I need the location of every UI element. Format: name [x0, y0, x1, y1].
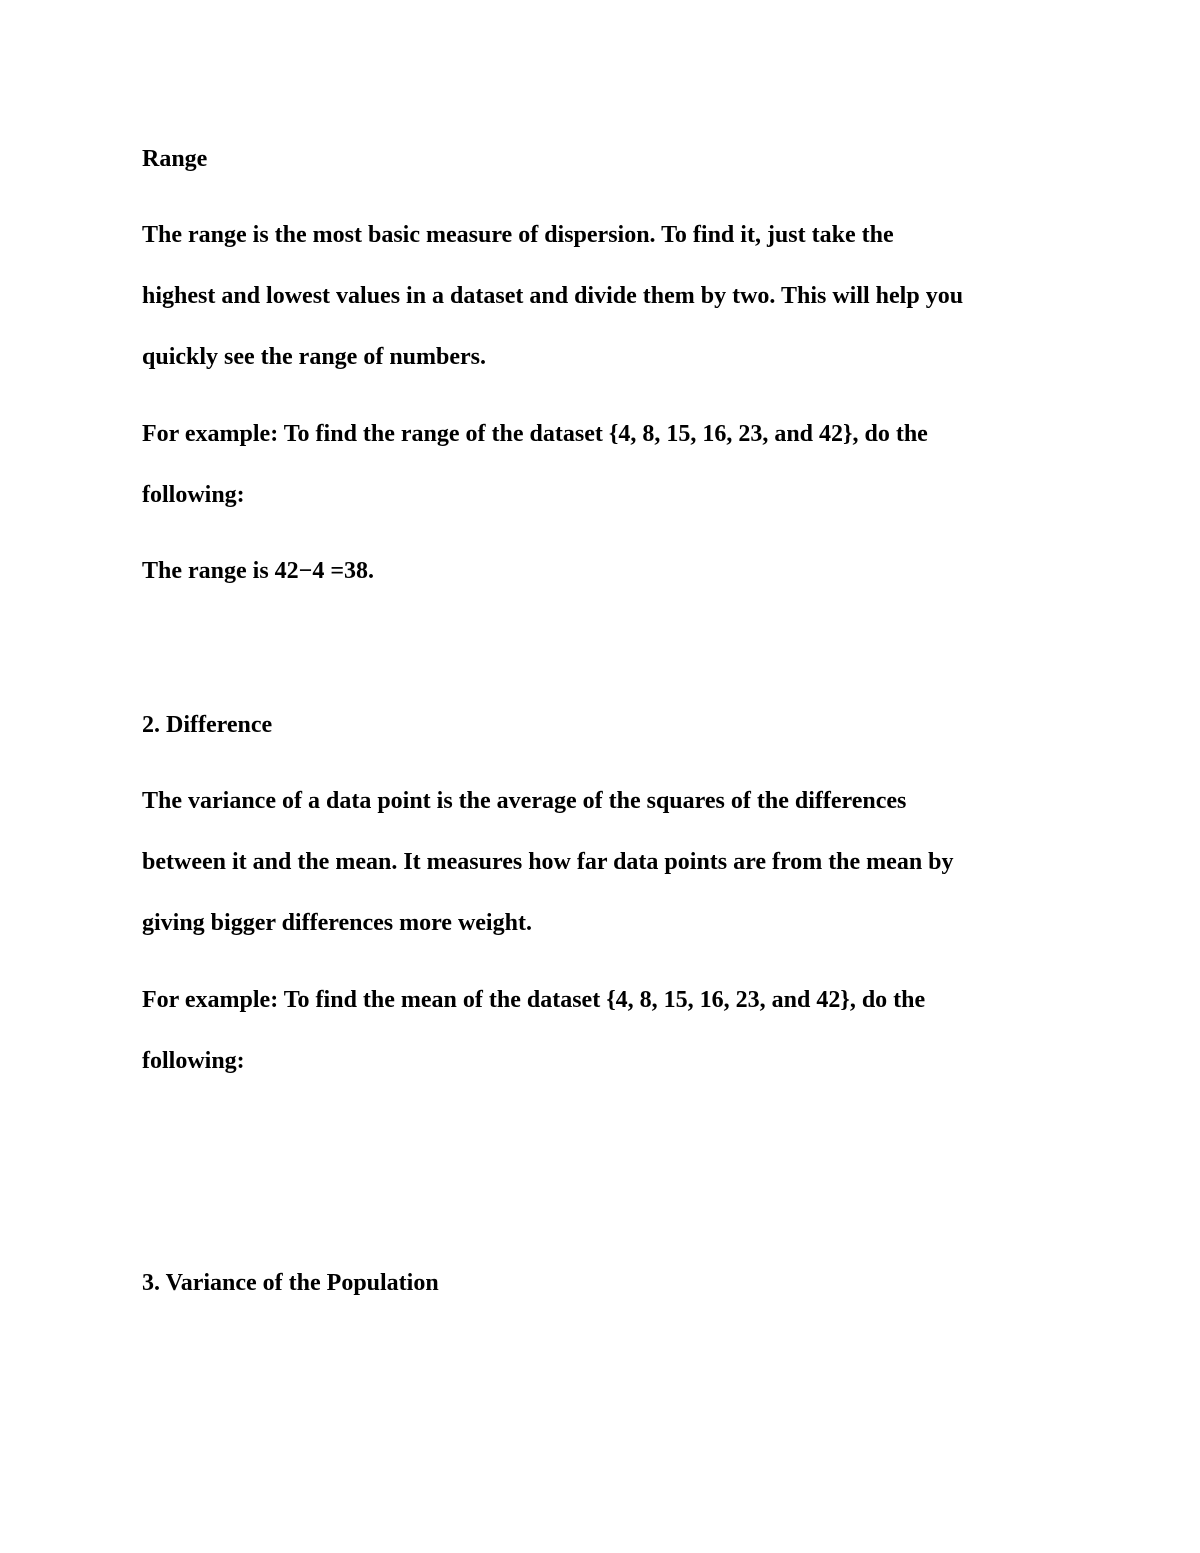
- paragraph-line: giving bigger differences more weight.: [142, 910, 532, 936]
- paragraph-line: between it and the mean. It measures how far data points are from the mean by: [142, 849, 954, 875]
- range-result: The range is 42−4 =38.: [142, 558, 375, 584]
- paragraph-line: quickly see the range of numbers.: [142, 344, 486, 370]
- section-heading-range: Range: [142, 146, 208, 172]
- example-line: following:: [142, 1048, 245, 1074]
- example-line: For example: To find the range of the dataset {4, 8, 15, 16, 23, and 42}, do the: [142, 421, 928, 447]
- paragraph-line: The variance of a data point is the average of the squares of the differences: [142, 788, 907, 814]
- section-heading-variance-population: 3. Variance of the Population: [142, 1270, 439, 1296]
- example-line: following:: [142, 482, 245, 508]
- paragraph-line: highest and lowest values in a dataset and divide them by two. This will help you: [142, 283, 964, 309]
- paragraph-line: The range is the most basic measure of dispersion. To find it, just take the: [142, 222, 894, 248]
- example-line: For example: To find the mean of the dataset {4, 8, 15, 16, 23, and 42}, do the: [142, 987, 926, 1013]
- section-heading-difference: 2. Difference: [142, 712, 273, 738]
